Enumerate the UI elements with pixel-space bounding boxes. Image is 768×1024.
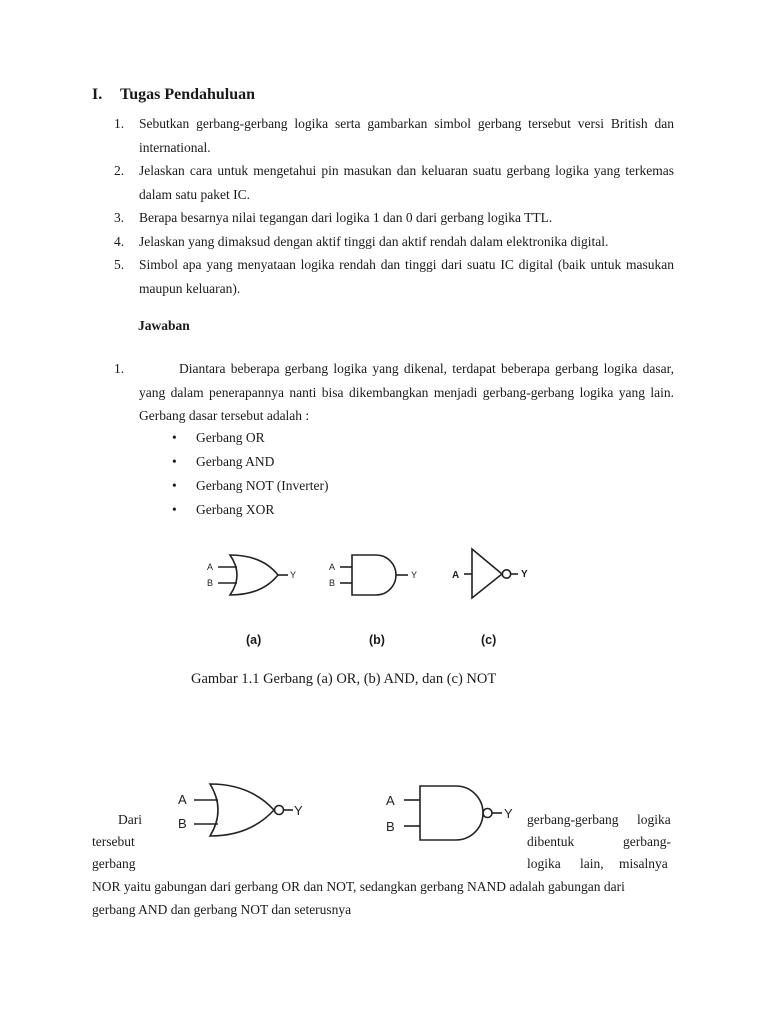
heading-title: Tugas Pendahuluan (120, 86, 256, 103)
list-item: 5. Simbol apa yang menyataan logika rendah dan tinggi dari suatu IC digital (baik untuk masukan maupun keluaran). (114, 257, 674, 296)
bullet-item-xor: • Gerbang XOR (172, 502, 275, 517)
bullet-item-or: • Gerbang OR (172, 430, 265, 445)
and-gate-diagram (322, 545, 432, 605)
bullet-item-and: • Gerbang AND (172, 454, 275, 469)
list-item: 1. Sebutkan gerbang-gerbang logika serta gambarkan simbol gerbang tersebut versi British dan international. (114, 116, 674, 155)
para-word: gerbang- (623, 834, 671, 849)
para-word: tersebut (92, 834, 135, 849)
list-item: 3. Berapa besarnya nilai tegangan dari logika 1 dan 0 dari gerbang logika TTL. (114, 210, 553, 225)
pin-b-label: B (207, 578, 214, 588)
pin-a-label: A (207, 562, 214, 572)
pin-a-label: A (178, 792, 187, 807)
answer-heading: Jawaban (138, 318, 190, 333)
pin-y-label: Y (521, 569, 528, 580)
pin-y-label: Y (411, 570, 418, 580)
para-word: gerbang-gerbang (527, 812, 619, 827)
answer-number: 1. (114, 361, 125, 376)
not-gate-diagram (450, 543, 550, 603)
section-heading (92, 86, 255, 104)
pin-a-label: A (329, 562, 336, 572)
heading-number: I. (92, 86, 103, 103)
nand-gate-diagram (378, 778, 528, 844)
answer-1 (114, 357, 674, 428)
pin-a-label: A (386, 793, 395, 808)
pin-b-label: B (329, 578, 336, 588)
question-list (114, 112, 674, 300)
para-word: logika (527, 856, 561, 871)
para-word: misalnya (619, 856, 668, 871)
para-word: lain, (580, 856, 604, 871)
figure-label-b: (b) (369, 633, 385, 647)
para-word: dibentuk (527, 834, 575, 849)
answer-text: Diantara beberapa gerbang logika yang dikenal, terdapat beberapa gerbang logika dasar, yang dalam penerapannya nanti bisa dikembangkan menjadi gerbang-gerbang logika yang lain. Gerbang dasar tersebut adalah : (139, 361, 674, 423)
pin-y-label: Y (294, 803, 303, 818)
para-word: logika (637, 812, 671, 827)
para-word: Dari (118, 812, 142, 827)
figure-label-c: (c) (481, 633, 497, 647)
pin-b-label: B (386, 819, 395, 834)
bullet-item-not: • Gerbang NOT (Inverter) (172, 478, 329, 493)
nor-gate-diagram (170, 778, 320, 842)
pin-y-label: Y (504, 806, 513, 821)
para-word: gerbang (92, 856, 136, 871)
para-line: NOR yaitu gabungan dari gerbang OR dan NOT, sedangkan gerbang NAND adalah gabungan dari (92, 879, 625, 894)
pin-b-label: B (178, 816, 187, 831)
list-item: 2. Jelaskan cara untuk mengetahui pin masukan dan keluaran suatu gerbang logika yang terkemas dalam satu paket IC. (114, 163, 674, 202)
or-gate-diagram (200, 545, 310, 605)
figure-caption: Gambar 1.1 Gerbang (a) OR, (b) AND, dan (c) NOT (191, 671, 497, 687)
figure-label-a: (a) (246, 633, 262, 647)
pin-y-label: Y (290, 570, 297, 580)
pin-a-label: A (452, 570, 460, 581)
list-item: 4. Jelaskan yang dimaksud dengan aktif tinggi dan aktif rendah dalam elektronika digital. (114, 233, 609, 249)
para-line: gerbang AND dan gerbang NOT dan seterusnya (92, 902, 352, 917)
